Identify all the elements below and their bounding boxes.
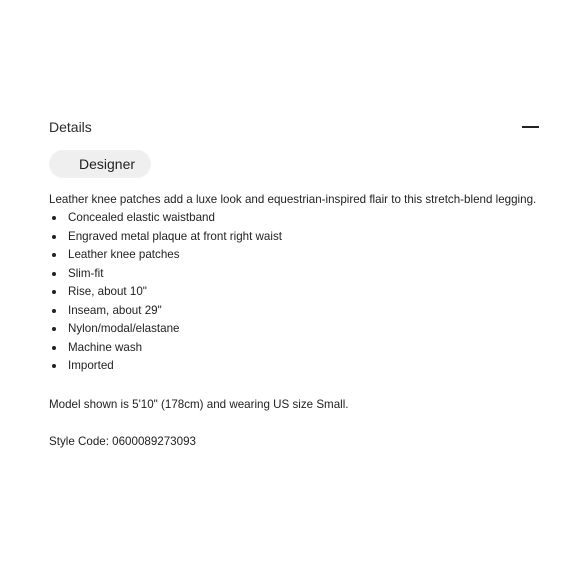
list-item: Nylon/modal/elastane [49,320,541,339]
product-description: Leather knee patches add a luxe look and equestrian-inspired flair to this stretch-blend legging. [49,193,537,206]
list-item: Leather knee patches [49,246,541,265]
minus-icon [522,126,539,128]
designer-tag[interactable]: Designer [49,150,151,178]
list-item: Imported [49,357,541,376]
list-item: Concealed elastic waistband [49,209,541,228]
details-title: Details [49,119,92,135]
list-item: Machine wash [49,339,541,358]
list-item: Inseam, about 29" [49,302,541,321]
list-item: Slim-fit [49,265,541,284]
collapse-button[interactable] [517,116,539,138]
list-item: Rise, about 10" [49,283,541,302]
model-info: Model shown is 5'10" (178cm) and wearing US size Small. [49,397,349,411]
details-header[interactable] [49,112,541,142]
style-code: Style Code: 0600089273093 [49,434,196,448]
list-item: Engraved metal plaque at front right waist [49,228,541,247]
feature-list [49,209,541,376]
details-panel [49,112,541,451]
